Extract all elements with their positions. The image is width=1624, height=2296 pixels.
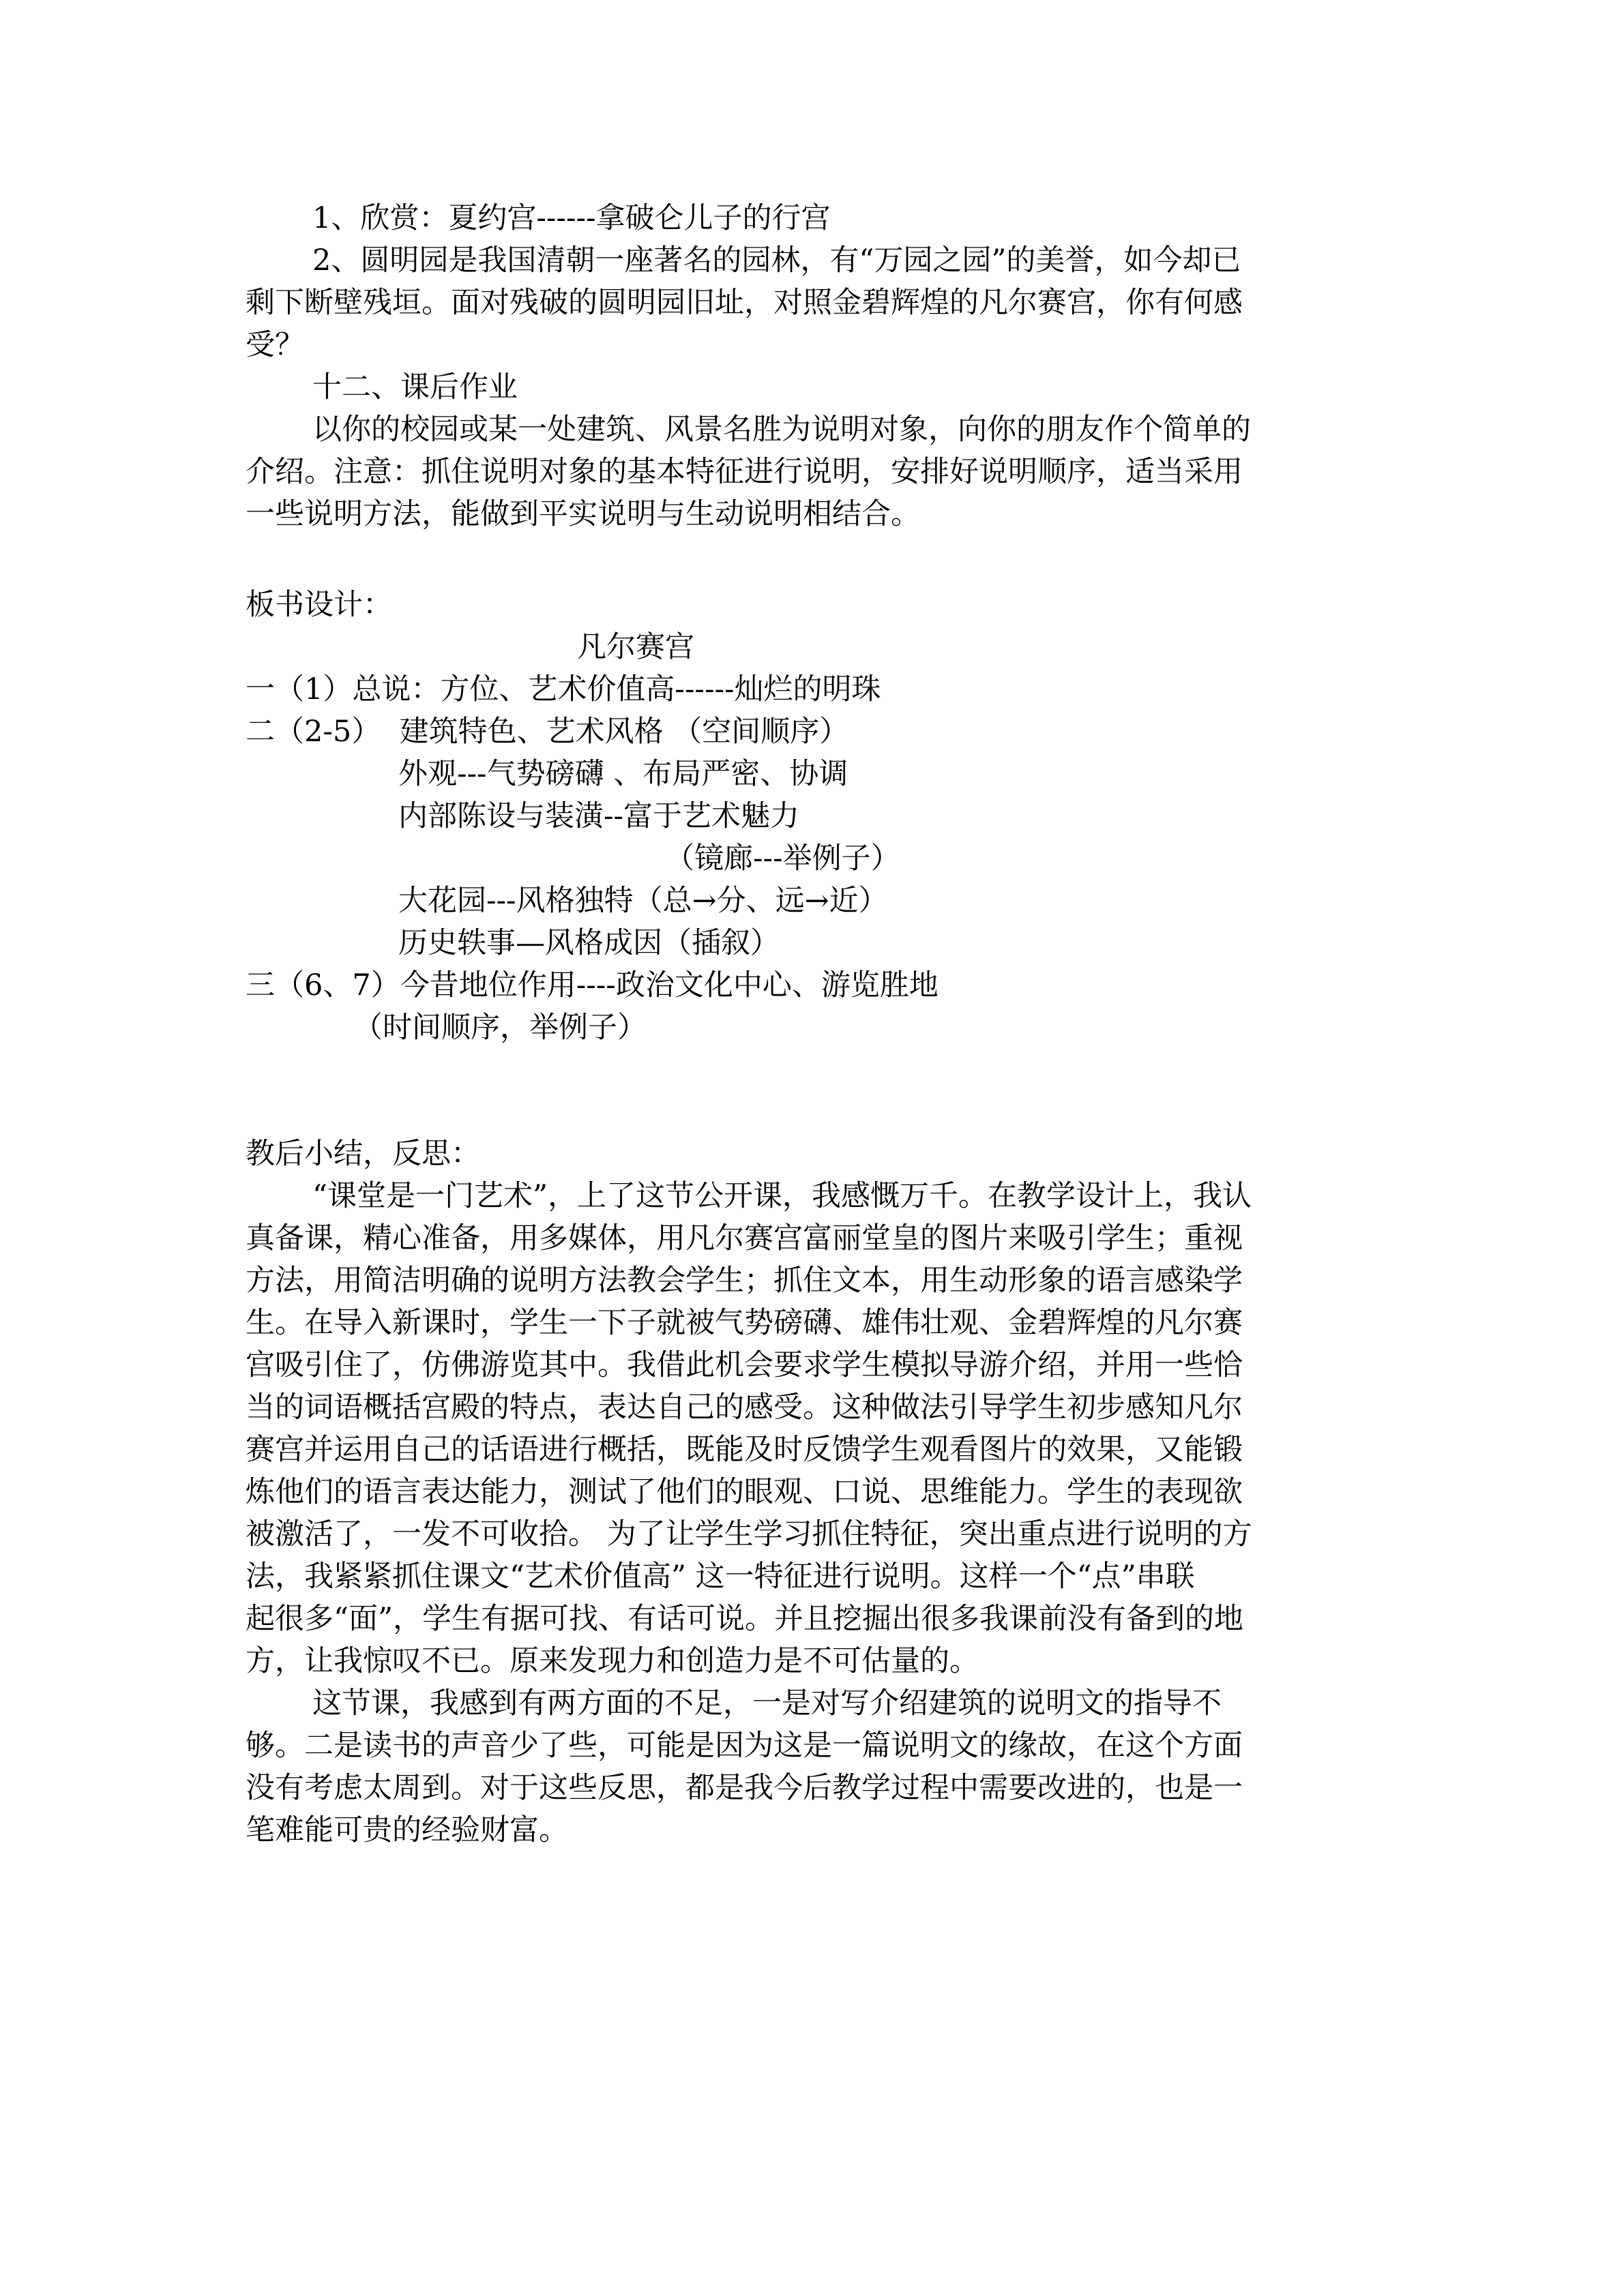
homework-heading: 十二、课后作业 bbox=[312, 370, 518, 404]
board-design-label: 板书设计： bbox=[246, 588, 392, 622]
reflection-line: “课堂是一门艺术”，上了这节公开课，我感慨万千。在教学设计上，我认 bbox=[312, 1179, 1252, 1213]
homework-line: 介绍。注意：抓住说明对象的基本特征进行说明，安排好说明顺序，适当采用 bbox=[246, 455, 1243, 489]
reflection-line: 当的词语概括宫殿的特点，表达自己的感受。这种做法引导学生初步感知凡尔 bbox=[246, 1390, 1243, 1425]
board-line: 三（6、7）今昔地位作用----政治文化中心、游览胜地 bbox=[246, 968, 939, 1002]
homework-line: 以你的校园或某一处建筑、风景名胜为说明对象，向你的朋友作个简单的 bbox=[312, 413, 1251, 447]
board-title: 凡尔赛宫 bbox=[577, 630, 694, 664]
board-line: （时间顺序，举例子） bbox=[353, 1011, 647, 1045]
reflection-line: 赛宫并运用自己的话语进行概括，既能及时反馈学生观看图片的效果，又能锻 bbox=[246, 1433, 1243, 1467]
reflection-line: 够。二是读书的声音少了些，可能是因为这是一篇说明文的缘故，在这个方面 bbox=[246, 1729, 1243, 1763]
question-line: 受？ bbox=[246, 328, 304, 362]
reflection-line: 这节课，我感到有两方面的不足，一是对写介绍建筑的说明文的指导不 bbox=[312, 1686, 1222, 1720]
reflection-line: 炼他们的语言表达能力，测试了他们的眼观、口说、思维能力。学生的表现欲 bbox=[246, 1475, 1243, 1509]
board-line: 大花园---风格独特（总→分、远→近） bbox=[398, 884, 888, 918]
board-line: 内部陈设与装潢--富于艺术魅力 bbox=[398, 799, 800, 833]
reflection-line: 方法，用简洁明确的说明方法教会学生；抓住文本，用生动形象的语言感染学 bbox=[246, 1264, 1243, 1298]
homework-line: 一些说明方法，能做到平实说明与生动说明相结合。 bbox=[246, 497, 920, 531]
reflection-line: 起很多“面”，学生有据可找、有话可说。并且挖掘出很多我课前没有备到的地 bbox=[246, 1602, 1243, 1636]
reflection-line: 被激活了，一发不可收拾。 为了让学生学习抓住特征，突出重点进行说明的方 bbox=[246, 1517, 1252, 1551]
board-line: 历史轶事—风格成因（插叙） bbox=[398, 926, 780, 960]
board-line: （镜廊---举例子） bbox=[665, 841, 900, 876]
reflection-label: 教后小结，反思： bbox=[246, 1137, 480, 1171]
board-line: 二（2-5） 建筑特色、艺术风格 （空间顺序） bbox=[246, 715, 849, 749]
appreciation-item: 1、欣赏：夏约宫------拿破仑儿子的行宫 bbox=[312, 201, 831, 235]
reflection-line: 法，我紧紧抓住课文“艺术价值高” 这一特征进行说明。这样一个“点”串联 bbox=[246, 1560, 1195, 1594]
question-line: 剩下断壁残垣。面对残破的圆明园旧址，对照金碧辉煌的凡尔赛宫，你有何感 bbox=[246, 286, 1243, 320]
reflection-line: 没有考虑太周到。对于这些反思，都是我今后教学过程中需要改进的，也是一 bbox=[246, 1771, 1243, 1805]
board-line: 外观---气势磅礴 、布局严密、协调 bbox=[398, 757, 848, 791]
reflection-line: 宫吸引住了，仿佛游览其中。我借此机会要求学生模拟导游介绍，并用一些恰 bbox=[246, 1348, 1243, 1382]
question-line: 2、圆明园是我国清朝一座著名的园林，有“万园之园”的美誉，如今却已 bbox=[312, 243, 1241, 278]
reflection-line: 生。在导入新课时，学生一下子就被气势磅礴、雄伟壮观、金碧辉煌的凡尔赛 bbox=[246, 1306, 1243, 1340]
reflection-line: 真备课，精心准备，用多媒体，用凡尔赛宫富丽堂皇的图片来吸引学生；重视 bbox=[246, 1221, 1243, 1255]
board-line: 一（1）总说：方位、艺术价值高------灿烂的明珠 bbox=[246, 672, 881, 706]
reflection-line: 笔难能可贵的经验财富。 bbox=[246, 1813, 568, 1847]
reflection-line: 方，让我惊叹不已。原来发现力和创造力是不可估量的。 bbox=[246, 1644, 979, 1678]
